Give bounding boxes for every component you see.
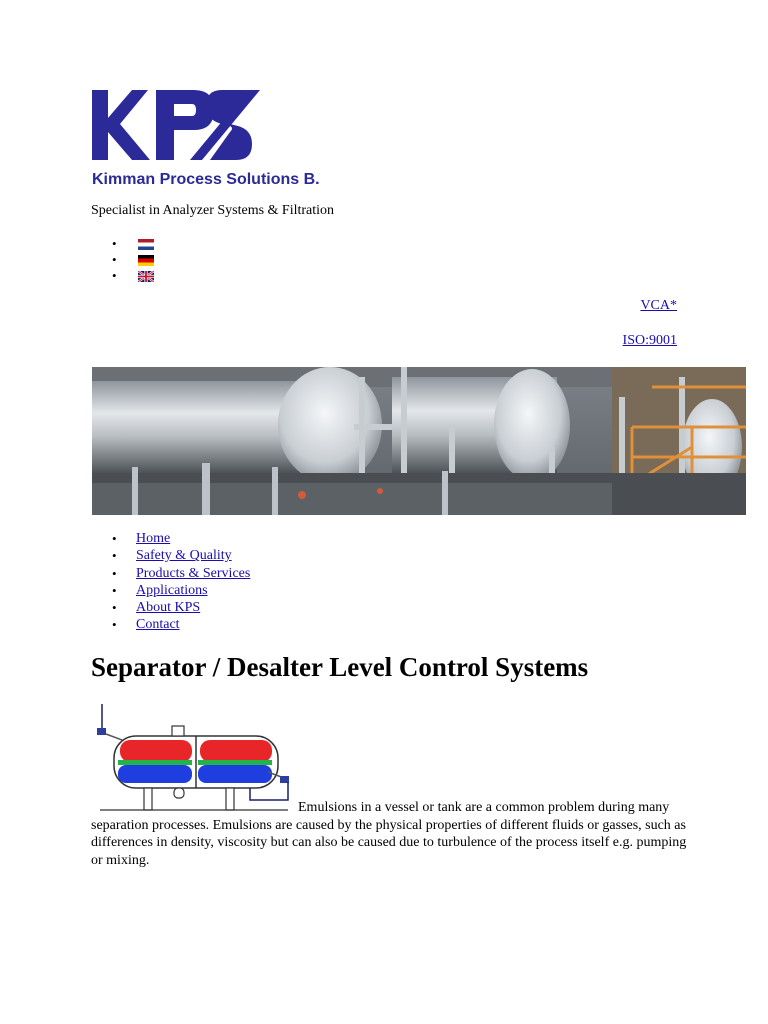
company-name: Kimman Process Solutions B.V. bbox=[92, 171, 320, 188]
industrial-banner-image bbox=[92, 367, 746, 515]
nav-link-products-services[interactable]: Products & Services bbox=[136, 565, 251, 581]
nav-link-about[interactable]: About KPS bbox=[136, 600, 201, 616]
separator-vessel-diagram bbox=[92, 704, 298, 814]
nav-link-contact[interactable]: Contact bbox=[136, 617, 180, 633]
flag-de-icon[interactable] bbox=[138, 255, 154, 266]
nav-link-safety-quality[interactable]: Safety & Quality bbox=[136, 548, 232, 564]
nav-link-home[interactable]: Home bbox=[136, 531, 171, 546]
vca-link[interactable]: VCA* bbox=[640, 298, 677, 313]
iso-9001-link[interactable]: ISO:9001 bbox=[622, 333, 677, 348]
kps-logo bbox=[90, 88, 320, 192]
intro-paragraph-text: Emulsions in a vessel or tank are a common problem during many separation processes. Emulsions are caused by the physical properties of different fluids or gasses, such as differences in density, viscosity but can also be caused due to turbulence of the process itself e.g. pumping or mixing. bbox=[91, 800, 687, 868]
nav-link-applications[interactable]: Applications bbox=[136, 582, 208, 598]
intro-paragraph bbox=[91, 799, 691, 869]
flag-nl-icon[interactable] bbox=[138, 239, 154, 250]
tagline: Specialist in Analyzer Systems & Filtration bbox=[91, 203, 335, 218]
flag-uk-icon[interactable] bbox=[138, 271, 154, 282]
page-title: Separator / Desalter Level Control Systems bbox=[91, 652, 589, 682]
